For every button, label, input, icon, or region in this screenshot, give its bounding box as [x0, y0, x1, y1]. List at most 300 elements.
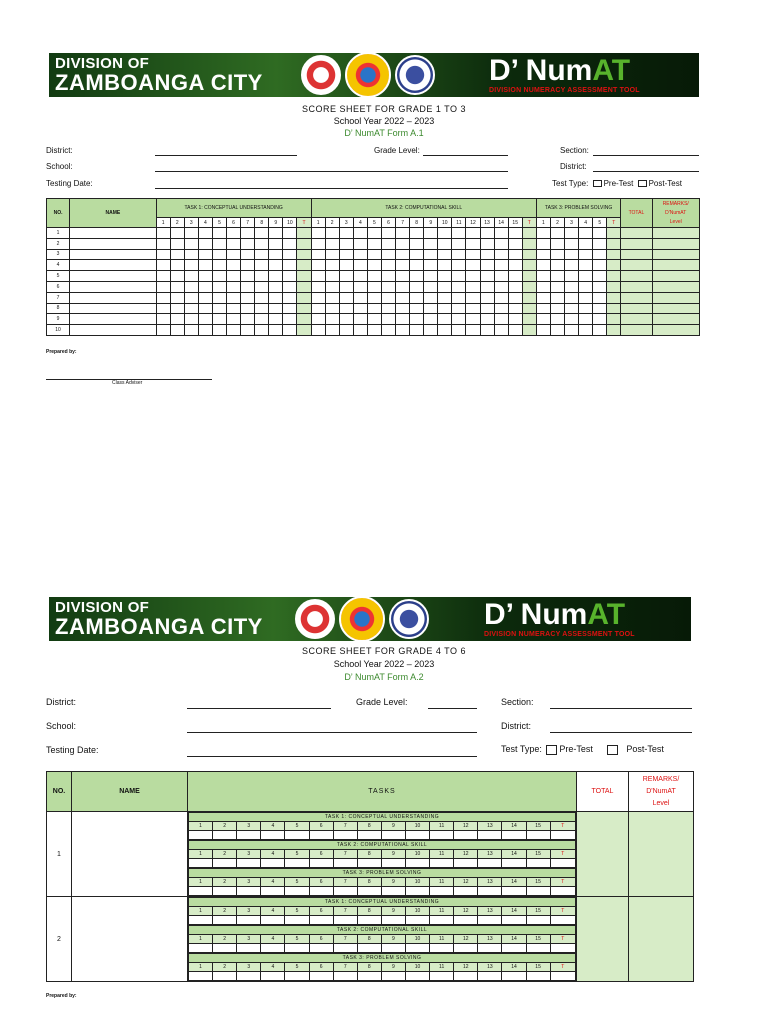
score-cell[interactable] — [339, 281, 353, 292]
score-cell[interactable] — [241, 292, 255, 303]
score-cell[interactable] — [405, 831, 429, 840]
name-cell[interactable] — [70, 292, 157, 303]
score-cell[interactable] — [285, 831, 309, 840]
score-cell[interactable] — [452, 303, 466, 314]
score-cell[interactable] — [357, 944, 381, 953]
score-cell[interactable] — [452, 325, 466, 336]
score-cell[interactable] — [410, 325, 424, 336]
score-cell[interactable] — [593, 303, 607, 314]
score-cell[interactable] — [410, 271, 424, 282]
score-cell[interactable] — [255, 271, 269, 282]
score-cell[interactable] — [311, 303, 325, 314]
score-cell[interactable] — [536, 228, 550, 239]
score-cell[interactable] — [227, 314, 241, 325]
score-cell[interactable] — [526, 972, 550, 981]
score-cell[interactable] — [241, 271, 255, 282]
score-cell[interactable] — [333, 916, 357, 925]
score-cell[interactable] — [283, 238, 297, 249]
score-cell[interactable] — [339, 292, 353, 303]
score-cell[interactable] — [536, 292, 550, 303]
score-cell[interactable] — [311, 314, 325, 325]
score-cell[interactable] — [325, 303, 339, 314]
score-cell[interactable] — [424, 271, 438, 282]
score-cell[interactable] — [367, 249, 381, 260]
score-cell[interactable] — [396, 260, 410, 271]
score-cell[interactable] — [502, 972, 526, 981]
score-cell[interactable] — [410, 303, 424, 314]
score-cell[interactable] — [466, 281, 480, 292]
score-cell[interactable] — [213, 859, 237, 868]
score-cell[interactable] — [333, 859, 357, 868]
score-cell[interactable] — [405, 944, 429, 953]
score-cell[interactable] — [325, 292, 339, 303]
school-field[interactable] — [155, 171, 508, 172]
score-cell[interactable] — [550, 831, 575, 840]
score-cell[interactable] — [410, 228, 424, 239]
score-cell[interactable] — [508, 303, 522, 314]
score-cell[interactable] — [212, 228, 226, 239]
score-cell[interactable] — [526, 916, 550, 925]
score-cell[interactable] — [526, 831, 550, 840]
score-cell[interactable] — [283, 325, 297, 336]
score-cell[interactable] — [339, 260, 353, 271]
score-cell[interactable] — [198, 325, 212, 336]
score-cell[interactable] — [410, 281, 424, 292]
score-cell[interactable] — [396, 292, 410, 303]
score-cell[interactable] — [241, 303, 255, 314]
score-cell[interactable] — [579, 292, 593, 303]
score-cell[interactable] — [579, 303, 593, 314]
score-cell[interactable] — [285, 972, 309, 981]
score-cell[interactable] — [536, 281, 550, 292]
score-cell[interactable] — [593, 325, 607, 336]
score-cell[interactable] — [452, 271, 466, 282]
score-cell[interactable] — [424, 228, 438, 239]
total-cell[interactable] — [577, 897, 629, 982]
score-cell[interactable] — [212, 238, 226, 249]
score-cell[interactable] — [339, 228, 353, 239]
score-cell[interactable] — [309, 887, 333, 896]
name-cell[interactable] — [70, 325, 157, 336]
score-cell[interactable] — [508, 271, 522, 282]
score-cell[interactable] — [438, 238, 452, 249]
score-cell[interactable] — [213, 972, 237, 981]
score-cell[interactable] — [283, 260, 297, 271]
grade-level-field[interactable] — [428, 708, 477, 709]
score-cell[interactable] — [454, 859, 478, 868]
score-cell[interactable] — [283, 228, 297, 239]
score-cell[interactable] — [579, 281, 593, 292]
score-cell[interactable] — [156, 228, 170, 239]
score-cell[interactable] — [430, 859, 454, 868]
name-cell[interactable] — [70, 238, 157, 249]
score-cell[interactable] — [339, 238, 353, 249]
score-cell[interactable] — [285, 944, 309, 953]
score-cell[interactable] — [381, 944, 405, 953]
score-cell[interactable] — [565, 292, 579, 303]
score-cell[interactable] — [261, 916, 285, 925]
score-cell[interactable] — [184, 260, 198, 271]
score-cell[interactable] — [593, 228, 607, 239]
score-cell[interactable] — [170, 228, 184, 239]
score-cell[interactable] — [198, 281, 212, 292]
score-cell[interactable] — [227, 260, 241, 271]
score-cell[interactable] — [550, 916, 575, 925]
score-cell[interactable] — [454, 944, 478, 953]
score-cell[interactable] — [381, 271, 395, 282]
score-cell[interactable] — [367, 292, 381, 303]
score-cell[interactable] — [494, 228, 508, 239]
score-cell[interactable] — [255, 314, 269, 325]
score-cell[interactable] — [333, 944, 357, 953]
score-cell[interactable] — [269, 325, 283, 336]
score-cell[interactable] — [410, 314, 424, 325]
score-cell[interactable] — [184, 228, 198, 239]
score-cell[interactable] — [410, 292, 424, 303]
score-cell[interactable] — [502, 859, 526, 868]
score-cell[interactable] — [466, 303, 480, 314]
score-cell[interactable] — [212, 325, 226, 336]
score-cell[interactable] — [184, 249, 198, 260]
score-cell[interactable] — [198, 228, 212, 239]
score-cell[interactable] — [198, 314, 212, 325]
district2-field[interactable] — [550, 732, 692, 733]
score-cell[interactable] — [212, 260, 226, 271]
score-cell[interactable] — [367, 314, 381, 325]
score-cell[interactable] — [565, 238, 579, 249]
score-cell[interactable] — [285, 859, 309, 868]
score-cell[interactable] — [261, 887, 285, 896]
score-cell[interactable] — [156, 260, 170, 271]
score-cell[interactable] — [478, 916, 502, 925]
district-field[interactable] — [155, 155, 297, 156]
score-cell[interactable] — [213, 944, 237, 953]
score-cell[interactable] — [550, 228, 564, 239]
score-cell[interactable] — [353, 325, 367, 336]
score-cell[interactable] — [502, 831, 526, 840]
score-cell[interactable] — [565, 271, 579, 282]
score-cell[interactable] — [424, 292, 438, 303]
score-cell[interactable] — [494, 303, 508, 314]
score-cell[interactable] — [170, 281, 184, 292]
score-cell[interactable] — [255, 249, 269, 260]
score-cell[interactable] — [593, 238, 607, 249]
score-cell[interactable] — [189, 972, 213, 981]
score-cell[interactable] — [565, 314, 579, 325]
score-cell[interactable] — [508, 325, 522, 336]
score-cell[interactable] — [405, 916, 429, 925]
score-cell[interactable] — [396, 314, 410, 325]
score-cell[interactable] — [184, 325, 198, 336]
score-cell[interactable] — [269, 249, 283, 260]
score-cell[interactable] — [353, 238, 367, 249]
score-cell[interactable] — [309, 944, 333, 953]
score-cell[interactable] — [227, 303, 241, 314]
score-cell[interactable] — [283, 271, 297, 282]
score-cell[interactable] — [550, 260, 564, 271]
score-cell[interactable] — [550, 325, 564, 336]
score-cell[interactable] — [405, 859, 429, 868]
score-cell[interactable] — [438, 260, 452, 271]
score-cell[interactable] — [381, 831, 405, 840]
score-cell[interactable] — [339, 314, 353, 325]
score-cell[interactable] — [212, 281, 226, 292]
section-field[interactable] — [550, 708, 692, 709]
score-cell[interactable] — [452, 292, 466, 303]
score-cell[interactable] — [189, 859, 213, 868]
score-cell[interactable] — [438, 325, 452, 336]
score-cell[interactable] — [480, 303, 494, 314]
score-cell[interactable] — [381, 972, 405, 981]
remarks-cell[interactable] — [629, 812, 694, 897]
score-cell[interactable] — [189, 916, 213, 925]
score-cell[interactable] — [261, 944, 285, 953]
score-cell[interactable] — [156, 238, 170, 249]
score-cell[interactable] — [325, 325, 339, 336]
score-cell[interactable] — [381, 916, 405, 925]
score-cell[interactable] — [156, 249, 170, 260]
score-cell[interactable] — [452, 260, 466, 271]
score-cell[interactable] — [184, 281, 198, 292]
score-cell[interactable] — [508, 292, 522, 303]
score-cell[interactable] — [156, 314, 170, 325]
score-cell[interactable] — [396, 325, 410, 336]
score-cell[interactable] — [424, 325, 438, 336]
score-cell[interactable] — [241, 281, 255, 292]
score-cell[interactable] — [381, 325, 395, 336]
score-cell[interactable] — [241, 228, 255, 239]
score-cell[interactable] — [593, 260, 607, 271]
score-cell[interactable] — [357, 916, 381, 925]
score-cell[interactable] — [508, 260, 522, 271]
score-cell[interactable] — [367, 281, 381, 292]
score-cell[interactable] — [237, 944, 261, 953]
score-cell[interactable] — [424, 238, 438, 249]
score-cell[interactable] — [405, 887, 429, 896]
score-cell[interactable] — [213, 887, 237, 896]
score-cell[interactable] — [353, 314, 367, 325]
district-field[interactable] — [187, 708, 331, 709]
score-cell[interactable] — [255, 281, 269, 292]
score-cell[interactable] — [309, 972, 333, 981]
score-cell[interactable] — [396, 238, 410, 249]
score-cell[interactable] — [466, 238, 480, 249]
score-cell[interactable] — [565, 303, 579, 314]
score-cell[interactable] — [261, 972, 285, 981]
score-cell[interactable] — [526, 944, 550, 953]
score-cell[interactable] — [430, 972, 454, 981]
score-cell[interactable] — [466, 260, 480, 271]
score-cell[interactable] — [424, 281, 438, 292]
score-cell[interactable] — [261, 831, 285, 840]
score-cell[interactable] — [550, 238, 564, 249]
score-cell[interactable] — [212, 303, 226, 314]
score-cell[interactable] — [353, 260, 367, 271]
score-cell[interactable] — [325, 281, 339, 292]
score-cell[interactable] — [550, 887, 575, 896]
score-cell[interactable] — [237, 859, 261, 868]
score-cell[interactable] — [255, 292, 269, 303]
score-cell[interactable] — [212, 271, 226, 282]
score-cell[interactable] — [213, 831, 237, 840]
score-cell[interactable] — [212, 292, 226, 303]
score-cell[interactable] — [269, 303, 283, 314]
score-cell[interactable] — [579, 260, 593, 271]
score-cell[interactable] — [198, 303, 212, 314]
score-cell[interactable] — [494, 249, 508, 260]
testing-date-field[interactable] — [187, 756, 477, 757]
score-cell[interactable] — [550, 281, 564, 292]
score-cell[interactable] — [502, 944, 526, 953]
score-cell[interactable] — [478, 887, 502, 896]
score-cell[interactable] — [565, 260, 579, 271]
name-cell[interactable] — [72, 897, 188, 982]
score-cell[interactable] — [593, 281, 607, 292]
score-cell[interactable] — [579, 271, 593, 282]
score-cell[interactable] — [325, 228, 339, 239]
score-cell[interactable] — [170, 303, 184, 314]
score-cell[interactable] — [353, 292, 367, 303]
score-cell[interactable] — [269, 228, 283, 239]
score-cell[interactable] — [410, 238, 424, 249]
score-cell[interactable] — [454, 887, 478, 896]
score-cell[interactable] — [339, 249, 353, 260]
score-cell[interactable] — [311, 249, 325, 260]
score-cell[interactable] — [353, 271, 367, 282]
score-cell[interactable] — [285, 887, 309, 896]
score-cell[interactable] — [526, 859, 550, 868]
score-cell[interactable] — [255, 260, 269, 271]
score-cell[interactable] — [241, 314, 255, 325]
score-cell[interactable] — [333, 831, 357, 840]
score-cell[interactable] — [480, 271, 494, 282]
score-cell[interactable] — [285, 916, 309, 925]
score-cell[interactable] — [536, 314, 550, 325]
score-cell[interactable] — [438, 292, 452, 303]
score-cell[interactable] — [508, 249, 522, 260]
score-cell[interactable] — [593, 314, 607, 325]
score-cell[interactable] — [454, 916, 478, 925]
score-cell[interactable] — [357, 887, 381, 896]
score-cell[interactable] — [396, 228, 410, 239]
score-cell[interactable] — [478, 831, 502, 840]
testing-date-field[interactable] — [155, 188, 508, 189]
score-cell[interactable] — [565, 281, 579, 292]
score-cell[interactable] — [198, 271, 212, 282]
score-cell[interactable] — [283, 249, 297, 260]
score-cell[interactable] — [494, 314, 508, 325]
score-cell[interactable] — [367, 228, 381, 239]
score-cell[interactable] — [438, 228, 452, 239]
score-cell[interactable] — [438, 249, 452, 260]
score-cell[interactable] — [325, 238, 339, 249]
score-cell[interactable] — [367, 260, 381, 271]
score-cell[interactable] — [550, 314, 564, 325]
score-cell[interactable] — [454, 831, 478, 840]
score-cell[interactable] — [325, 271, 339, 282]
score-cell[interactable] — [283, 292, 297, 303]
score-cell[interactable] — [156, 303, 170, 314]
score-cell[interactable] — [508, 228, 522, 239]
name-cell[interactable] — [70, 271, 157, 282]
score-cell[interactable] — [381, 260, 395, 271]
score-cell[interactable] — [353, 303, 367, 314]
name-cell[interactable] — [70, 249, 157, 260]
score-cell[interactable] — [367, 303, 381, 314]
score-cell[interactable] — [550, 303, 564, 314]
score-cell[interactable] — [353, 281, 367, 292]
score-cell[interactable] — [227, 325, 241, 336]
score-cell[interactable] — [367, 325, 381, 336]
section-field[interactable] — [593, 155, 699, 156]
score-cell[interactable] — [438, 303, 452, 314]
district2-field[interactable] — [593, 171, 699, 172]
score-cell[interactable] — [311, 260, 325, 271]
score-cell[interactable] — [184, 238, 198, 249]
score-cell[interactable] — [508, 314, 522, 325]
score-cell[interactable] — [452, 238, 466, 249]
pre-test-checkbox[interactable] — [593, 180, 602, 187]
grade-level-field[interactable] — [423, 155, 508, 156]
score-cell[interactable] — [184, 292, 198, 303]
score-cell[interactable] — [237, 972, 261, 981]
score-cell[interactable] — [452, 314, 466, 325]
score-cell[interactable] — [480, 314, 494, 325]
score-cell[interactable] — [227, 271, 241, 282]
score-cell[interactable] — [565, 249, 579, 260]
score-cell[interactable] — [480, 325, 494, 336]
score-cell[interactable] — [170, 314, 184, 325]
score-cell[interactable] — [339, 271, 353, 282]
score-cell[interactable] — [466, 249, 480, 260]
score-cell[interactable] — [170, 260, 184, 271]
score-cell[interactable] — [311, 292, 325, 303]
score-cell[interactable] — [353, 228, 367, 239]
score-cell[interactable] — [452, 249, 466, 260]
score-cell[interactable] — [189, 887, 213, 896]
score-cell[interactable] — [227, 238, 241, 249]
score-cell[interactable] — [410, 260, 424, 271]
score-cell[interactable] — [237, 887, 261, 896]
score-cell[interactable] — [405, 972, 429, 981]
score-cell[interactable] — [367, 238, 381, 249]
score-cell[interactable] — [156, 271, 170, 282]
score-cell[interactable] — [357, 972, 381, 981]
score-cell[interactable] — [593, 292, 607, 303]
score-cell[interactable] — [550, 944, 575, 953]
score-cell[interactable] — [494, 238, 508, 249]
score-cell[interactable] — [480, 281, 494, 292]
score-cell[interactable] — [466, 271, 480, 282]
name-cell[interactable] — [70, 228, 157, 239]
score-cell[interactable] — [480, 292, 494, 303]
score-cell[interactable] — [227, 249, 241, 260]
score-cell[interactable] — [189, 944, 213, 953]
score-cell[interactable] — [241, 249, 255, 260]
score-cell[interactable] — [269, 238, 283, 249]
score-cell[interactable] — [466, 292, 480, 303]
score-cell[interactable] — [454, 972, 478, 981]
score-cell[interactable] — [309, 831, 333, 840]
score-cell[interactable] — [156, 325, 170, 336]
score-cell[interactable] — [227, 228, 241, 239]
score-cell[interactable] — [494, 271, 508, 282]
score-cell[interactable] — [170, 271, 184, 282]
score-cell[interactable] — [311, 325, 325, 336]
score-cell[interactable] — [438, 271, 452, 282]
total-cell[interactable] — [577, 812, 629, 897]
score-cell[interactable] — [452, 228, 466, 239]
